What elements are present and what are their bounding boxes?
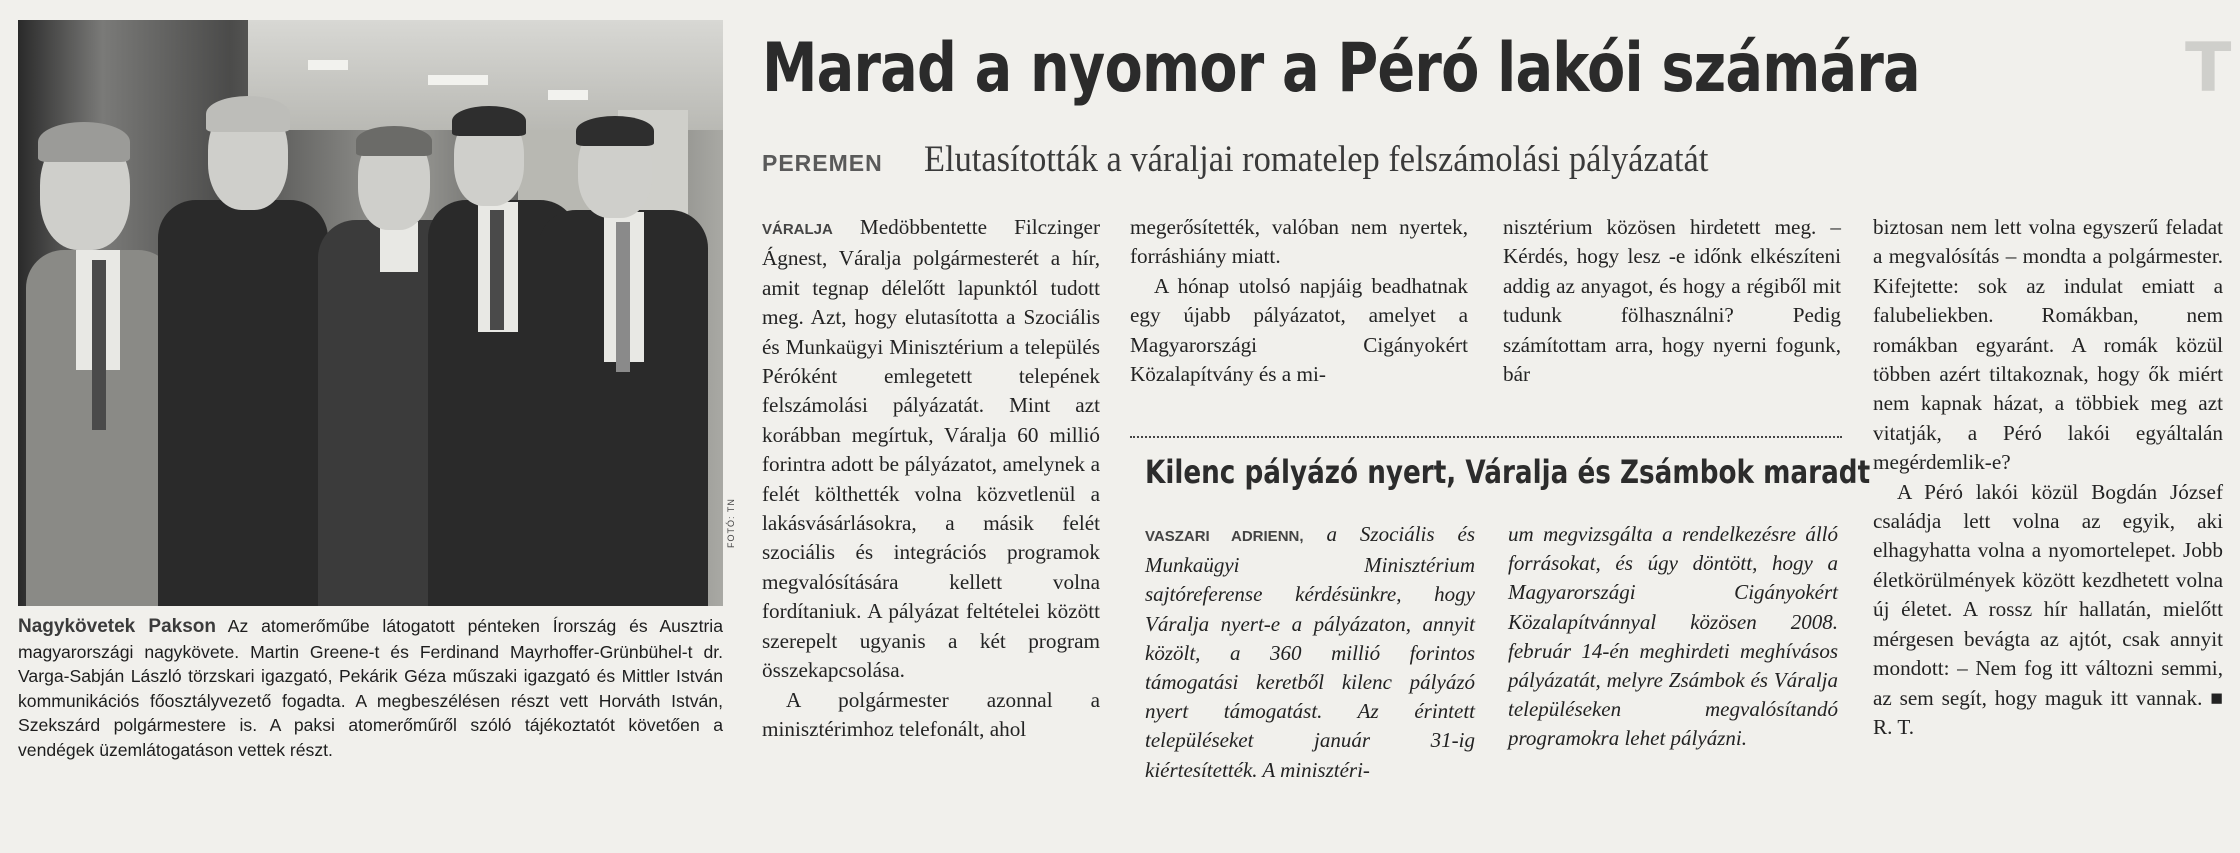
article-column-2 [1130, 213, 1468, 389]
caption-title: Nagykövetek Pakson [18, 616, 216, 637]
headline: Marad a nyomor a Péró lakói számára [762, 29, 1920, 108]
article-column-3 [1503, 213, 1841, 389]
dateline: VÁRALJA [762, 221, 833, 238]
article-column-1 [762, 213, 1100, 744]
article-paragraph: A Péró lakói közül Bogdán József családja lett volna az egyik, aki elhagyhatta volna a nyomortelepet. Jobb életkörülmények között kezdhetett volna új életet. A rossz hír hallatán, mielőtt mérgesen bevágta az ajtót, csak annyit mondott: – Nem fog itt változni semmi, az sem segít, hogy maguk itt vannak. [1873, 479, 2223, 710]
box-column-2: um megvizsgálta a rendelkezésre álló forrásokat, és úgy döntött, hogy a Magyarországi Cigányokért Közalapítvánnyal közösen 2008. február 14-én meghirdeti meghívásos pályázatát, melyre Zsámbok és Váralja településeken megvalósítandó programokra lehet pályázni. [1508, 522, 1838, 751]
box-column-1 [1145, 520, 1475, 785]
next-article-fragment: T [2185, 29, 2232, 108]
article-paragraph: A polgármester azonnal a minisztérimhoz telefonált, ahol [762, 687, 1100, 741]
article-paragraph: megerősítették, valóban nem nyertek, forráshiány miatt. [1130, 215, 1468, 269]
news-photo [18, 20, 723, 606]
article-paragraph: biztosan nem lett volna egyszerű feladat a megvalósítás – mondta a polgármester. Kifejtette: sok az indulat emiatt a falubeliekben. Romákban, nem romákban egyaránt. A romák közül többen azért tiltakoznak, hogy ők miért nem kapnak házat, a többiek meg azt vitatják, a Péró lakói egyáltalán megérdemlik-e? [1873, 215, 2223, 475]
author-signature: ■ R. T. [1873, 685, 2223, 739]
caption-text: Az atomerőműbe látogatott pénteken Írország és Ausztria magyarországi nagykövete. Martin Greene-t és Ferdinand Mayrhoffer-Grünbühel-t dr. Varga-Sabján László törzskari igazgató, Pekárik Géza műszaki igazgató és Mittler István kommunikációs főosztályvezető fogadta. A megbeszélésen részt vett Horváth István, Szekszárd polgármestere is. A paksi atomerőműről szóló tájékoztatót követően a vendégek üzemlátogatáson vettek részt. [18, 616, 724, 760]
photo-credit: FOTÓ: TN [726, 498, 736, 548]
article-column-4 [1873, 213, 2223, 742]
box-author: VASZARI ADRIENN, [1145, 528, 1304, 545]
article-paragraph: A hónap utolsó napjáig beadhatnak egy újabb pályázatot, amelyet a Magyarországi Cigányokért Közalapítvány és a mi- [1130, 273, 1468, 387]
article-paragraph: Medöbbentette Filczinger Ágnest, Váralja polgármesterét a hír, amit tegnap délelőtt lapunktól tudott meg. Azt, hogy elutasította a Szociális és Munkaügyi Minisztérium a település Péróként emlegetett telepének felszámolási pályázatát. Mint azt korábban megírtuk, Váralja 60 millió forintra adott be pályázatot, amelynek a felét költhették volna közvetlenül a lakásvásárlásokra, a másik felét szociális és integrációs programok megvalósítására kellett volna fordítaniuk. A pályázat feltételei között szerepelt ugyanis a két program összekapcsolása. [762, 215, 1100, 683]
photo-caption [18, 614, 723, 763]
box-text: a Szociális és Munkaügyi Minisztérium sajtóreferense kérdésünkre, hogy Váralja nyert-e a pályázaton, annyit közölt, a 360 millió forintos támogatási keretből kilenc pályázó nyert támogatást. Az érintett településeket január 31-ig kiértesítették. A minisztéri- [1145, 522, 1475, 782]
subheadline: Elutasították a váraljai romatelep felszámolási pályázatát [924, 139, 1709, 180]
article-paragraph: nisztérium közösen hirdetett meg. – Kérdés, hogy lesz -e időnk elkészíteni addig az anyagot, és hogy a régiből mit tudunk fölhasználni? Pedig számítottam arra, hogy nyerni fogunk, bár [1503, 215, 1841, 387]
box-title: Kilenc pályázó nyert, Váralja és Zsámbok maradt [1145, 453, 1871, 491]
box-divider [1130, 436, 1842, 438]
kicker: PEREMEN [762, 150, 883, 176]
